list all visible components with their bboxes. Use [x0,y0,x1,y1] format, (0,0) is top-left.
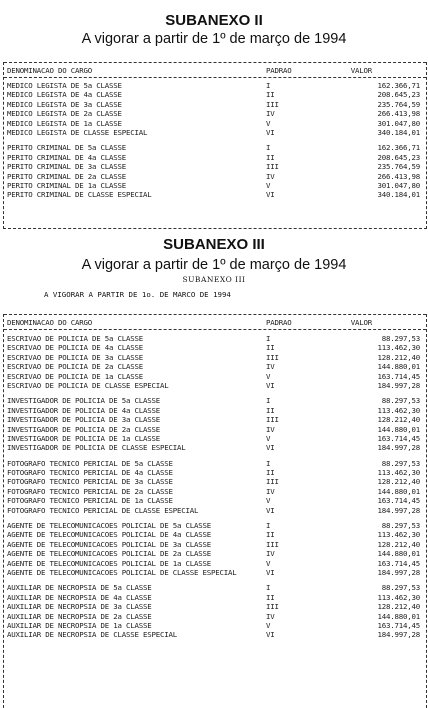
header-padrao: PADRAO [266,318,292,327]
cell-cargo: AUXILIAR DE NECROPSIA DE 3a CLASSE [7,602,152,612]
cell-padrao: V [266,620,271,630]
cell-cargo: ESCRIVAO DE POLICIA DE 4a CLASSE [7,343,143,353]
cell-valor: 184.997,28 [377,443,420,453]
cell-valor: 163.714,45 [377,371,420,381]
table-row [4,334,426,343]
table-row [4,381,426,390]
cell-valor: 144.880,01 [377,611,420,621]
cell-padrao: II [266,90,275,100]
table-row [4,496,426,505]
cell-cargo: FOTOGRAFO TECNICO PERICIAL DE 3a CLASSE [7,477,173,487]
table-row [4,630,426,639]
cell-cargo: INVESTIGADOR DE POLICIA DE 4a CLASSE [7,405,160,415]
cell-cargo: ESCRIVAO DE POLICIA DE 1a CLASSE [7,371,143,381]
cell-valor: 184.997,28 [377,505,420,515]
cell-valor: 162.366,71 [377,81,420,90]
table-row [4,353,426,362]
cell-padrao: II [266,530,275,540]
table-row [4,434,426,443]
table-row [4,593,426,602]
cell-valor: 184.997,28 [377,567,420,577]
cell-valor: 235.764,59 [377,162,420,172]
table-row [4,477,426,486]
cell-valor: 144.880,01 [377,486,420,496]
cell-cargo: MEDICO LEGISTA DE 5a CLASSE [7,81,122,90]
cell-cargo: MEDICO LEGISTA DE 1a CLASSE [7,118,122,128]
cell-cargo: PERITO CRIMINAL DE 3a CLASSE [7,162,126,172]
cell-cargo: AGENTE DE TELECOMUNICACOES POLICIAL DE 5a CLASSE [7,521,211,531]
cell-padrao: VI [266,127,275,137]
cell-padrao: I [266,81,271,90]
cell-valor: 113.462,30 [377,592,420,602]
table-row [4,100,426,109]
table-row [4,621,426,630]
cell-valor: 184.997,28 [377,630,420,640]
cell-padrao: III [266,539,279,549]
table-row [4,443,426,452]
cell-valor: 301.047,80 [377,118,420,128]
cell-padrao: III [266,415,279,425]
table-row [4,90,426,99]
cell-padrao: I [266,458,271,468]
table-row [4,540,426,549]
cell-padrao: II [266,405,275,415]
cell-valor: 144.880,01 [377,424,420,434]
subanexo-iii-small-title: SUBANEXO III [182,275,246,284]
header-cargo: DENOMINACAO DO CARGO [7,66,92,75]
cell-cargo: AGENTE DE TELECOMUNICACOES POLICIAL DE 2a CLASSE [7,549,211,559]
table-row [4,81,426,90]
cell-padrao: VI [266,505,275,515]
cell-valor: 184.997,28 [377,380,420,390]
subanexo-ii-table [3,62,427,229]
cell-valor: 144.880,01 [377,549,420,559]
cell-cargo: PERITO CRIMINAL DE 2a CLASSE [7,171,126,181]
cell-cargo: MEDICO LEGISTA DE 3a CLASSE [7,99,122,109]
table-row [4,172,426,181]
table-row [4,459,426,468]
cell-valor: 208.645,23 [377,152,420,162]
table-row [4,162,426,171]
cell-valor: 88.297,53 [381,458,420,468]
cell-cargo: INVESTIGADOR DE POLICIA DE 5a CLASSE [7,396,160,406]
cell-cargo: MEDICO LEGISTA DE 2a CLASSE [7,109,122,119]
table-body [4,330,426,640]
cell-cargo: FOTOGRAFO TECNICO PERICIAL DE 4a CLASSE [7,468,173,478]
cell-cargo: AUXILIAR DE NECROPSIA DE 2a CLASSE [7,611,152,621]
cell-cargo: PERITO CRIMINAL DE CLASSE ESPECIAL [7,190,152,200]
cell-padrao: II [266,468,275,478]
cell-cargo: FOTOGRAFO TECNICO PERICIAL DE CLASSE ESPECIAL [7,505,199,515]
cell-padrao: VI [266,380,275,390]
subanexo-ii-title: SUBANEXO II [165,12,263,29]
cell-valor: 88.297,53 [381,583,420,593]
subanexo-iii-table [3,314,427,708]
subanexo-ii-heading [0,12,428,47]
cell-padrao: I [266,583,271,593]
table-row [4,109,426,118]
cell-valor: 113.462,30 [377,405,420,415]
cell-cargo: PERITO CRIMINAL DE 1a CLASSE [7,180,126,190]
cell-valor: 128.212,40 [377,352,420,362]
table-row [4,396,426,405]
cell-valor: 163.714,45 [377,620,420,630]
table-row [4,487,426,496]
cell-valor: 340.184,01 [377,190,420,200]
cell-cargo: MEDICO LEGISTA DE 4a CLASSE [7,90,122,100]
cell-padrao: IV [266,611,275,621]
table-row [4,119,426,128]
cell-cargo: AGENTE DE TELECOMUNICACOES POLICIAL DE 3a CLASSE [7,539,211,549]
table-row [4,568,426,577]
cell-cargo: AUXILIAR DE NECROPSIA DE 1a CLASSE [7,620,152,630]
cell-valor: 113.462,30 [377,343,420,353]
cell-padrao: I [266,143,271,153]
table-row [4,559,426,568]
cell-cargo: INVESTIGADOR DE POLICIA DE 3a CLASSE [7,415,160,425]
cell-valor: 266.413,98 [377,109,420,119]
cell-padrao: I [266,334,271,343]
cell-padrao: III [266,477,279,487]
cell-padrao: II [266,592,275,602]
cell-valor: 235.764,59 [377,99,420,109]
table-row [4,343,426,352]
cell-padrao: IV [266,424,275,434]
cell-cargo: AUXILIAR DE NECROPSIA DE 4a CLASSE [7,592,152,602]
cell-padrao: IV [266,549,275,559]
cell-padrao: V [266,180,271,190]
cell-cargo: ESCRIVAO DE POLICIA DE 2a CLASSE [7,362,143,372]
cell-padrao: V [266,118,271,128]
table-row [4,530,426,539]
cell-cargo: FOTOGRAFO TECNICO PERICIAL DE 2a CLASSE [7,486,173,496]
table-row [4,128,426,137]
table-row [4,506,426,515]
cell-valor: 88.297,53 [381,396,420,406]
subanexo-iii-subtitle: A vigorar a partir de 1º de março de 1994 [81,257,347,273]
cell-padrao: V [266,558,271,568]
cell-padrao: VI [266,443,275,453]
cell-valor: 301.047,80 [377,180,420,190]
cell-cargo: PERITO CRIMINAL DE 4a CLASSE [7,152,126,162]
cell-padrao: VI [266,190,275,200]
cell-cargo: AUXILIAR DE NECROPSIA DE CLASSE ESPECIAL [7,630,177,640]
cell-padrao: IV [266,486,275,496]
header-cargo: DENOMINACAO DO CARGO [7,318,92,327]
table-row [4,181,426,190]
cell-padrao: IV [266,109,275,119]
cell-cargo: INVESTIGADOR DE POLICIA DE 2a CLASSE [7,424,160,434]
cell-valor: 163.714,45 [377,558,420,568]
table-row [4,406,426,415]
cell-padrao: V [266,433,271,443]
cell-cargo: INVESTIGADOR DE POLICIA DE 1a CLASSE [7,433,160,443]
cell-valor: 128.212,40 [377,477,420,487]
cell-cargo: FOTOGRAFO TECNICO PERICIAL DE 1a CLASSE [7,496,173,506]
cell-valor: 163.714,45 [377,433,420,443]
table-row [4,362,426,371]
table-body [4,78,426,200]
cell-padrao: V [266,496,271,506]
cell-valor: 208.645,23 [377,90,420,100]
cell-cargo: AUXILIAR DE NECROPSIA DE 5a CLASSE [7,583,152,593]
subanexo-iii-heading [0,236,428,299]
cell-padrao: I [266,521,271,531]
cell-padrao: II [266,152,275,162]
table-row [4,415,426,424]
cell-padrao: II [266,343,275,353]
table-row [4,190,426,199]
cell-valor: 340.184,01 [377,127,420,137]
cell-padrao: III [266,352,279,362]
cell-valor: 88.297,53 [381,521,420,531]
cell-cargo: ESCRIVAO DE POLICIA DE 3a CLASSE [7,352,143,362]
cell-padrao: III [266,99,279,109]
table-row [4,468,426,477]
table-row [4,549,426,558]
cell-cargo: PERITO CRIMINAL DE 5a CLASSE [7,143,126,153]
header-valor: VALOR [350,318,372,327]
cell-cargo: AGENTE DE TELECOMUNICACOES POLICIAL DE 4a CLASSE [7,530,211,540]
cell-valor: 163.714,45 [377,496,420,506]
cell-cargo: AGENTE DE TELECOMUNICACOES POLICIAL DE CLASSE ESPECIAL [7,567,237,577]
cell-valor: 266.413,98 [377,171,420,181]
cell-cargo: FOTOGRAFO TECNICO PERICIAL DE 5a CLASSE [7,458,173,468]
cell-valor: 113.462,30 [377,468,420,478]
table-row [4,583,426,592]
table-row [4,602,426,611]
cell-padrao: IV [266,362,275,372]
cell-cargo: AGENTE DE TELECOMUNICACOES POLICIAL DE 1a CLASSE [7,558,211,568]
table-row [4,143,426,152]
cell-cargo: MEDICO LEGISTA DE CLASSE ESPECIAL [7,127,148,137]
cell-padrao: III [266,602,279,612]
header-valor: VALOR [350,66,372,75]
cell-valor: 113.462,30 [377,530,420,540]
subanexo-iii-title: SUBANEXO III [163,236,265,253]
cell-padrao: III [266,162,279,172]
cell-padrao: VI [266,567,275,577]
table-row [4,372,426,381]
table-row [4,425,426,434]
table-header [4,62,426,78]
subanexo-ii-subtitle: A vigorar a partir de 1º de março de 1994 [81,31,347,47]
cell-valor: 128.212,40 [377,602,420,612]
subanexo-iii-small-subtitle: A VIGORAR A PARTIR DE 1o. DE MARCO DE 1994 [44,290,231,299]
cell-valor: 88.297,53 [381,334,420,343]
cell-padrao: V [266,371,271,381]
cell-padrao: VI [266,630,275,640]
cell-padrao: IV [266,171,275,181]
table-row [4,612,426,621]
table-row [4,521,426,530]
cell-valor: 128.212,40 [377,415,420,425]
cell-cargo: ESCRIVAO DE POLICIA DE 5a CLASSE [7,334,143,343]
cell-valor: 162.366,71 [377,143,420,153]
cell-valor: 144.880,01 [377,362,420,372]
table-header [4,314,426,330]
cell-valor: 128.212,40 [377,539,420,549]
cell-cargo: ESCRIVAO DE POLICIA DE CLASSE ESPECIAL [7,380,169,390]
header-padrao: PADRAO [266,66,292,75]
cell-cargo: INVESTIGADOR DE POLICIA DE CLASSE ESPECIAL [7,443,186,453]
cell-padrao: I [266,396,271,406]
table-row [4,153,426,162]
